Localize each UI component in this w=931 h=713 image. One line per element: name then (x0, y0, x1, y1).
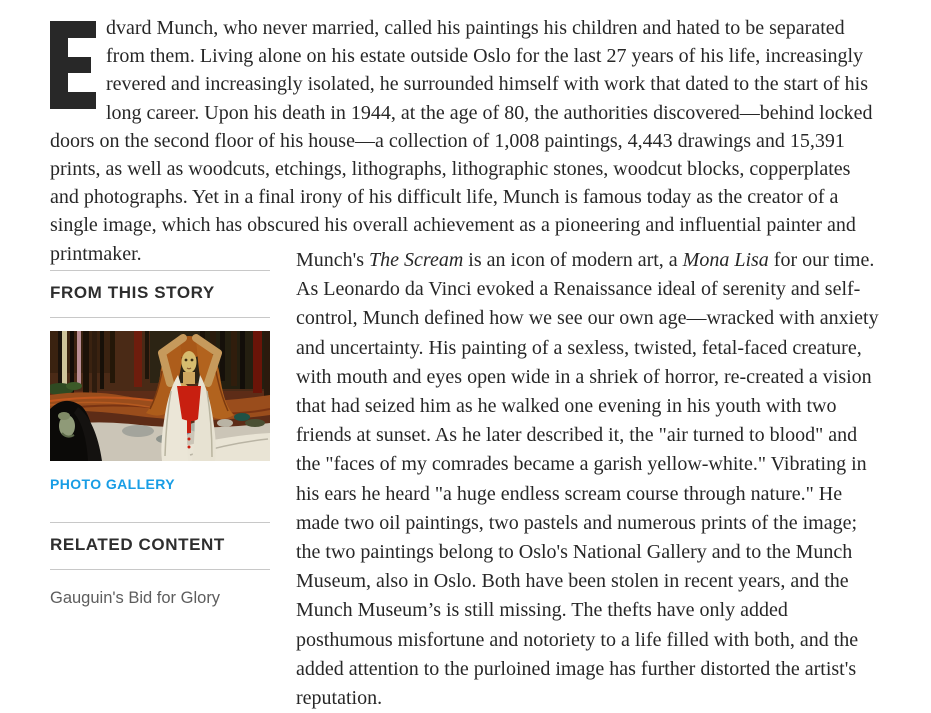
ashes-painting-image (50, 331, 270, 461)
sidebar (50, 270, 270, 608)
from-this-story-heading: FROM THIS STORY (50, 283, 215, 302)
related-content-heading: RELATED CONTENT (50, 535, 225, 554)
intro-paragraph (50, 14, 882, 268)
drop-cap (50, 21, 106, 125)
drop-cap-glyph (50, 21, 96, 109)
divider (50, 569, 270, 570)
related-link-gauguin[interactable]: Gauguin's Bid for Glory (50, 589, 221, 607)
intro-text: dvard Munch, who never married, called his paintings his children and hated to be separated from them. Living alone on his estate outside Oslo for the last 27 years of his life, increasingly revered and increasingly isolated, he surrounded himself with work that dated to the start of his long career. Upon his death in 1944, at the age of 80, the authorities discovered—behind locked doors on the second floor of his house—a collection of 1,008 paintings, 4,443 drawings and 15,391 prints, as well as woodcuts, etchings, lithographs, lithographic stones, woodcut blocks, copperplates and photographs. Yet in a final irony of his difficult life, Munch is famous today as the creator of a single image, which has obscured his overall achievement as a pioneering and influential painter and printmaker. (50, 17, 873, 265)
related-content-section (50, 522, 270, 608)
photo-gallery-thumbnail[interactable] (50, 331, 270, 461)
photo-gallery-link[interactable]: PHOTO GALLERY (50, 476, 175, 492)
main-paragraph: Munch's The Scream is an icon of modern art, a Mona Lisa for our time. As Leonardo da Vinci evoked a Renaissance ideal of serenity and self-control, Munch defined how we see our own age—wracked with anxiety and uncertainty. His painting of a sexless, twisted, fetal-faced creature, with mouth and eyes open wide in a shriek of horror, re-created a vision that had seized him as he walked one evening in his youth with two friends at sunset. As he later described it, the "air turned to blood" and the "faces of my comrades became a garish yellow-white." Vibrating in his ears he heard "a huge endless scream course through nature." He made two oil paintings, two pastels and numerous prints of the image; the two paintings belong to Oslo's National Gallery and to the Munch Museum, also in Oslo. Both have been stolen in recent years, and the Munch Museum’s is still missing. The thefts have only added posthumous misfortune and notoriety to a life filled with both, and the added attention to the purloined image has further distorted the artist's reputation. (296, 249, 879, 710)
divider (50, 317, 270, 318)
main-column (296, 246, 882, 713)
